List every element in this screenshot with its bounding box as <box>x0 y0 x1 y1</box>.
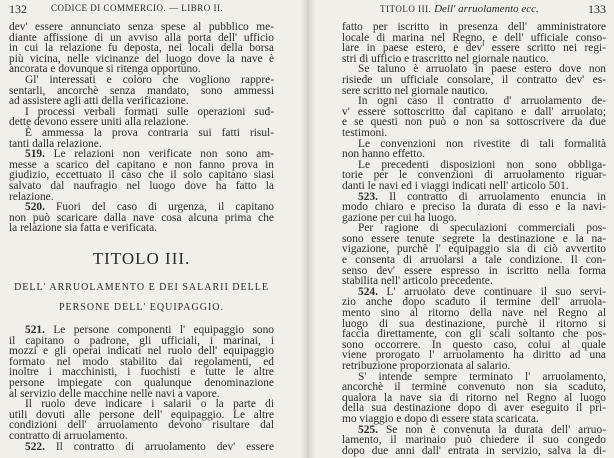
article-paragraph <box>342 287 606 372</box>
paragraph <box>9 75 274 107</box>
paragraph <box>9 128 274 149</box>
left-page <box>9 0 274 458</box>
text-line: Il ruolo deve indicare i salarii o la parte di <box>25 398 274 411</box>
article-paragraph <box>342 425 606 457</box>
text-line: vigazione, purchè l' equipaggio sia di ciò avvertito <box>342 243 606 256</box>
article-number: 525. <box>358 423 378 436</box>
line-text: Le persone componenti l' equipaggio sono <box>44 324 274 336</box>
running-header <box>9 2 274 14</box>
text-line: Se taluno è arruolato in paese estero dove non <box>358 63 606 76</box>
book-gutter <box>300 0 316 458</box>
text-line: gazione per cui ha luogo. <box>342 211 457 224</box>
text-line: modo chiaro e preciso la durata di esso e la navi- <box>342 201 606 214</box>
line-text: L' arruolato deve continuare il suo servi- <box>377 285 606 298</box>
text-line: stabilita nell' articolo precedente. <box>342 275 493 288</box>
running-header <box>342 2 606 14</box>
text-line: zio anche dopo scaduto il termine dell' arruola- <box>342 296 606 309</box>
text-line: luogo di sua destinazione, purchè il ritorno si <box>342 317 606 330</box>
text-line: dette devono essere uniti alla relazione. <box>9 116 189 129</box>
text-line: e consenta di arruolarsi a tale condizione. Il con- <box>342 254 606 267</box>
text-line: condizioni dell' arruolamento devono risultare dal <box>9 419 274 432</box>
text-block <box>342 22 606 456</box>
page-number: 133 <box>588 2 606 16</box>
line-text: Se non è convenuta la durata dell' arruo- <box>377 423 606 436</box>
text-line: messe a scarico del capitano e non fanno prova in <box>9 158 274 171</box>
page-number: 132 <box>9 2 27 16</box>
text-line: inoltre i macchinisti, i fuochisti e tutte le altre <box>9 366 274 379</box>
text-line: Le convenzioni non rivestite di tali formalità <box>358 137 606 150</box>
paragraph <box>342 96 606 138</box>
section-subtitle-line1: DELL' ARRUOLAMENTO E DEI SALARII DELLE <box>14 282 269 293</box>
article-paragraph <box>9 325 274 399</box>
paragraph <box>342 160 606 192</box>
text-block-top <box>9 22 274 234</box>
text-line: sono occorrere. In questo caso, colui al quale <box>342 338 606 351</box>
text-line: relazione. <box>9 190 54 203</box>
text-line: locale di marina nel Regno, e dell' ufficiale conso- <box>342 31 606 44</box>
text-line: viene prorogato l' arruolamento ha diritto ad una <box>342 349 606 362</box>
text-line: utili dovuti alle persone dell' equipaggio. Le altre <box>9 408 274 421</box>
text-line: sentarli, ancorchè senza mandato, sono ammessi <box>9 84 274 97</box>
text-line: la relazione sia fatta e verificata. <box>9 222 157 235</box>
running-head-italic: Dell' arruolamento ecc. <box>434 3 539 15</box>
text-line: sono essere tenute segrete la destinazione e la na- <box>342 232 606 245</box>
text-line: non hanno effetto. <box>342 148 425 161</box>
article-paragraph <box>9 149 274 202</box>
paragraph <box>342 139 606 160</box>
text-line: tanti dalla relazione. <box>9 137 102 150</box>
paragraph <box>342 64 606 96</box>
text-line: ancorata e dovunque si ritenga opportuno. <box>9 63 201 76</box>
text-line: qualora la nave sia di ritorno nel Regno al luogo <box>342 391 606 404</box>
text-line: formato nel modo stabilito dai regolamenti, ed <box>9 355 274 368</box>
line-text: Il contratto di arruolamento dev' essere <box>44 440 274 453</box>
section-title: TITOLO III. <box>92 249 191 268</box>
text-line: fatto per iscritto in presenza dell' amministratore <box>342 21 606 33</box>
article-number: 521. <box>25 324 45 336</box>
paragraph <box>342 22 606 64</box>
text-line: mozzi e gli operai indicati nel ruolo dell' equipaggio <box>9 345 274 358</box>
text-line: giudizio, eccettuato il caso che il solo capitano siasi <box>9 169 274 182</box>
right-page <box>342 0 606 458</box>
text-line: Gl' interessati e coloro che vogliono rappre- <box>25 73 274 86</box>
text-line: danti le navi ed i viaggi indicati nell' articolo 501. <box>342 179 569 192</box>
paragraph <box>9 399 274 441</box>
section-subtitle-line2: PERSONE DELL' EQUIPAGGIO. <box>58 302 225 313</box>
text-line: contratto di arruolamento. <box>9 429 128 442</box>
text-line: risiede un ufficiale consolare, il contratto dev' es- <box>342 73 606 86</box>
text-line: non può scaricare dalla nave cosa alcuna prima che <box>9 211 274 224</box>
text-line <box>9 325 274 336</box>
article-number: 524. <box>358 285 378 298</box>
text-line: e se questi non può o non sa sottoscrivere da due <box>342 116 606 129</box>
text-line: mo viaggio e dopo di essere stata scaricata. <box>342 412 539 425</box>
text-line <box>9 442 274 453</box>
article-number: 520. <box>25 201 45 214</box>
text-line: lamento, il marinaio può chiedere il suo congedo <box>342 434 606 447</box>
text-line: È ammessa la prova contraria sui fatti risul- <box>25 126 274 139</box>
text-line: S' intende sempre terminato l' arruolamento, <box>358 370 606 383</box>
article-number: 523. <box>358 190 378 203</box>
text-line: testimoni. <box>342 126 388 139</box>
text-line: stri di ufficio e trascritto nel giornale nautico. <box>342 52 549 65</box>
article-paragraph <box>342 192 606 224</box>
text-line: più vicina, nelle vicinanze del luogo dove la nave è <box>9 52 274 65</box>
running-head-caps: TITOLO III. <box>380 4 432 14</box>
text-line: il capitano o padrone, gli ufficiali, i marinai, i <box>9 334 274 347</box>
text-line: senso dev' essere espresso in iscritto nella forma <box>342 264 606 277</box>
paragraph <box>9 107 274 128</box>
line-text: Le relazioni non verificate non sono am- <box>44 148 274 161</box>
text-line: ancorchè il termine convenuto non sia scaduto, <box>342 381 606 394</box>
text-block-bottom <box>9 325 274 452</box>
running-head: CODICE DI COMMERCIO. — LIBRO II. <box>51 3 224 13</box>
line-text: Fuori del caso di urgenza, il capitano <box>44 201 274 214</box>
text-line: I processi verbali formati sulle operazioni sud- <box>25 105 274 118</box>
text-line: retribuzione proporzionata al salario. <box>342 360 511 372</box>
text-line: persone impiegate con qualunque denominazione <box>9 376 274 389</box>
article-paragraph <box>9 442 274 453</box>
text-line: faccia direttamente, con gli scali soltanto che pos- <box>342 328 606 341</box>
text-line: in cui la relazione fu deposta, nei locali della borsa <box>9 42 274 55</box>
text-line: dev' essere annunciato senza spese al pubblico me- <box>9 21 274 33</box>
text-line: ad assistere agli atti della verificazione. <box>9 95 189 108</box>
text-line: mento sino al ritorno della nave nel Regno al <box>342 307 606 320</box>
text-line: v' essere sottoscritto dal capitano e dall' arruolato; <box>342 105 606 118</box>
text-line: salvato dal naufragio nel luogo dove ha fatto la <box>9 179 274 192</box>
text-line: torie per le convenzioni di arruolamento riguar- <box>342 169 606 182</box>
article-number: 522. <box>25 440 45 453</box>
text-line: dopo due anni dall' entrata in servizio, salva la di- <box>342 444 606 457</box>
text-line: In ogni caso il contratto d' arruolamento de- <box>358 95 606 108</box>
text-line: sere scritto nel giornale nautico. <box>342 84 488 97</box>
text-line: Per ragione di speculazioni commerciali pos- <box>358 222 606 235</box>
article-number: 519. <box>25 148 45 161</box>
text-line: della sua destinazione dopo di aver eseguito il pri- <box>342 402 606 415</box>
line-text: Il contratto di arruolamento enuncia in <box>377 190 606 203</box>
text-line: diante affissione di un avviso alla porta dell' ufficio <box>9 31 274 44</box>
article-paragraph <box>9 202 274 234</box>
paragraph <box>342 223 606 287</box>
paragraph <box>342 372 606 425</box>
paragraph <box>9 22 274 75</box>
text-line: al servizio delle macchine nelle navi a vapore. <box>9 387 220 400</box>
text-line: lare in paese estero, e dev' essere scritto nei regi- <box>342 42 606 55</box>
running-head <box>380 3 539 15</box>
text-line: Le precedenti disposizioni non sono obbliga- <box>358 158 606 171</box>
